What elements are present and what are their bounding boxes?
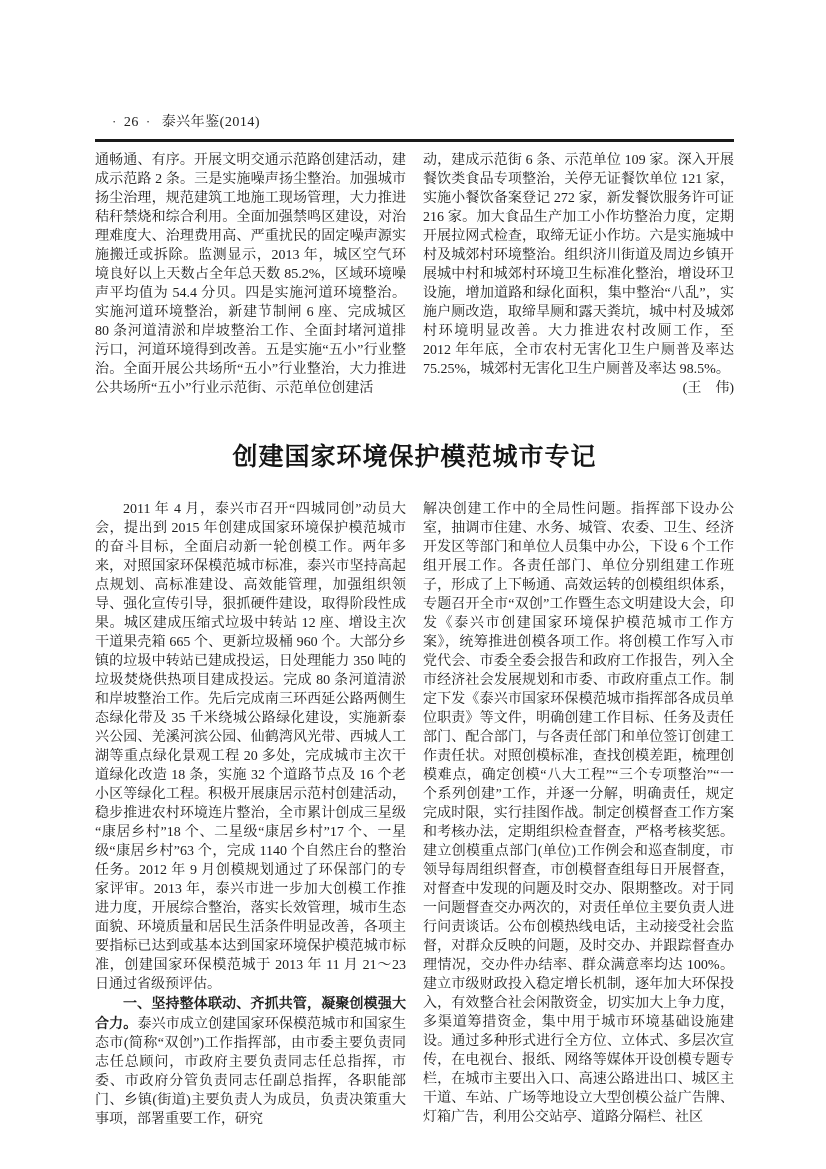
feature-paragraph-1: 2011 年 4 月，泰兴市召开“四城同创”动员大会，提出到 2015 年创建成国家环境保护模范城市的奋斗目标，全面启动新一轮创模工作。两年多来，对照国家环保模范城市标准，泰兴市坚持高起点规划、高标准建设、高效能管理，加强组织领导、强化宣传引导，狠抓硬件建设，取得阶段性成果。城区建成压缩式垃圾中转站 12 座、增设主次干道果壳箱 665 个、更新垃圾桶 960 个。大部分乡镇的垃圾中转站已建成投运，日处理能力 350 吨的垃圾焚烧供热项目建成投运。完成 80 条河道清淤和岸坡整治工作。先后完成南三环西延公路两侧生态绿化带及 35 千米绕城公路绿化建设，实施新泰兴公园、羌溪河滨公园、仙鹤湾风光带、西城人工湖等重点绿化景观工程 20 多处，完成城市主次干道绿化改造 18 条，实施 32 个道路节点及 16 个老小区等绿化工程。积极开展康居示范村创建活动，稳步推进农村环境连片整治，全市累计创成三星级“康居乡村”18 个、二星级“康居乡村”17 个、一星级“康居乡村”63 个，完成 1140 个自然庄台的整治任务。2012 年 9 月创模规划通过了环保部门的专家评审。2013 年，泰兴市进一步加大创模工作推进力度，开展综合整治，落实长效管理，城市生态面貌、环境质量和居民生活条件明显改善，各项主要指标已达到或基本达到国家环境保护模范城市标准，创建国家环保模范城于 2013 年 11 月 21～23 日通过省级预评估。 bbox=[95, 502, 406, 992]
feature-paragraph-2-body: 泰兴市成立创建国家环保模范城市和国家生态市(简称“双创”)工作指挥部，由市委主要负责同志任总顾问，市政府主要负责同志任总指挥，市委、市政府分管负责同志任副总指挥，各职能部门、乡镇(街道)主要负责人为成员，负责决策重大事项，部署重要工作，研究 bbox=[95, 1017, 407, 1127]
top-article-right-body: 动，建成示范街 6 条、示范单位 109 家。深入开展餐饮类食品专项整治，关停无证餐饮单位 121 家，实施小餐饮备案登记 272 家，新发餐饮服务许可证 216 家。加大食品生产加工小作坊整治力度，定期开展拉网式检查，取缔无证小作坊。六是实施城中村及城郊村环境整治。组织济川街道及周边乡镇开展城中村和城郊村环境卫生标准化整治，增设环卫设施，增加道路和绿化面积，集中整治“八乱”，实施户厕改造，取缔旱厕和露天粪坑，城中村及城郊村环境明显改善。大力推进农村改厕工作，至 2012 年年底，全市农村无害化卫生户厕普及率达 75.25%，城郊村无害化卫生户厕普及率达 98.5%。 bbox=[423, 153, 734, 377]
feature-article bbox=[95, 500, 734, 1129]
header-dot-left: · bbox=[112, 114, 117, 129]
top-article-left-column bbox=[95, 151, 406, 398]
page-header bbox=[95, 114, 734, 142]
page-number: 26 bbox=[123, 115, 139, 130]
author-credit: (王 伟) bbox=[682, 381, 734, 396]
top-article-left-text: 通畅通、有序。开展文明交通示范路创建活动，建成示范路 2 条。三是实施噪声扬尘整治。加强城市扬尘治理，规范建筑工地施工现场管理，大力推进秸秆禁烧和综合利用。全面加强禁鸣区建设，对治理难度大、治理费用高、严重扰民的固定噪声源实施搬迁或拆除。监测显示，2013 年，城区空气环境良好以上天数占全年总天数 85.2%，区域环境噪声平均值为 54.4 分贝。四是实施河道环境整治。实施河道环境整治，新建节制闸 6 座、完成城区 80 条河道清淤和岸坡整治工作、全面封堵河道排污口，河道环境得到改善。五是实施“五小”行业整治。全面开展公共场所“五小”行业整治，大力推进公共场所“五小”行业示范街、示范单位创建活 bbox=[95, 153, 406, 396]
top-article-right-text bbox=[423, 151, 734, 396]
top-article bbox=[95, 151, 734, 398]
feature-left-column bbox=[95, 500, 406, 1129]
header-dot-right: · bbox=[145, 114, 151, 129]
feature-right-text: 解决创建工作中的全局性问题。指挥部下设办公室，抽调市住建、水务、城管、农委、卫生、经济开发区等部门和单位人员集中办公，下设 6 个工作组开展工作。各责任部门、单位分别组建工作班子，形成了上下畅通、高效运转的创模组织体系，专题召开全市“双创”工作暨生态文明建设大会，印发《泰兴市创建国家环境保护模范城市工作方案》，统筹推进创模各项工作。将创模工作写入市党代会、市委全委会报告和政府工作报告，列入全市经济社会发展规划和市委、市政府重点工作。制定下发《泰兴市国家环保模范城市指挥部各成员单位职责》等文件，明确创建工作目标、任务及责任部门、配合部门，与各责任部门和单位签订创建工作责任状。对照创模标准，查找创模差距，梳理创模难点，确定创模“八大工程”“三个专项整治”“一个系列创建”工作，并逐一分解，明确责任，规定完成时限，实行挂图作战。制定创模督查工作方案和考核办法，定期组织检查督查，严格考核奖惩。建立创模重点部门(单位)工作例会和巡查制度，市领导每周组织督查，市创模督查组每日开展督查，对督查中发现的问题及时交办、限期整改。对于同一问题督查交办两次的，对责任单位主要负责人进行问责谈话。公布创模热线电话，主动接受社会监督，对群众反映的问题，及时交办、并跟踪督查办理情况，交办件办结率、群众满意率均达 100%。建立市级财政投入稳定增长机制，逐年加大环保投入，有效整合社会闲散资金，切实加大上争力度，多渠道筹措资金，集中用于城市环境基础设施建设。通过多种形式进行全方位、立体式、多层次宣传，在电视台、报纸、网络等媒体开设创模专题专栏，在城市主要出入口、高速公路进出口、城区主干道、车站、广场等地设立大型创模公益广告牌、灯箱广告，利用公交站亭、道路分隔栏、社区 bbox=[423, 502, 734, 1125]
book-title: 泰兴年鉴(2014) bbox=[161, 115, 261, 130]
feature-paragraph-2 bbox=[95, 994, 406, 1129]
article-title: 创建国家环境保护模范城市专记 bbox=[232, 443, 597, 471]
top-article-right-column bbox=[423, 151, 734, 398]
feature-right-column bbox=[423, 500, 734, 1129]
section-heading: 一、坚持整体联动、齐抓共管，凝聚创模强大合力。 bbox=[95, 995, 406, 1031]
